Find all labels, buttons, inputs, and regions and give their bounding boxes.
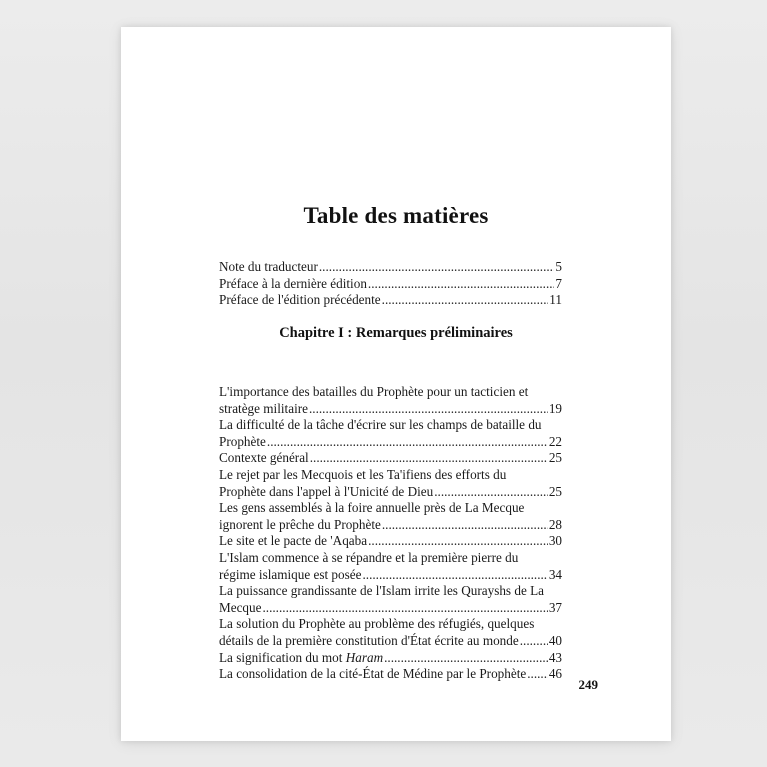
toc-entry-page: 40 bbox=[548, 632, 562, 648]
toc-entry-label: La consolidation de la cité-État de Médine par le Prophète bbox=[219, 666, 527, 682]
page-number: 249 bbox=[578, 677, 598, 692]
toc-entry-label: Préface à la dernière édition bbox=[219, 275, 367, 291]
leader-dots bbox=[368, 276, 554, 293]
toc-entry-page: 46 bbox=[548, 666, 562, 682]
leader-dots bbox=[310, 450, 548, 467]
toc-entry bbox=[219, 533, 562, 550]
toc-entry-page: 25 bbox=[548, 483, 562, 499]
toc-entry-page: 34 bbox=[548, 566, 562, 582]
leader-dots bbox=[382, 517, 548, 534]
toc-entry bbox=[219, 550, 562, 583]
leader-dots bbox=[309, 401, 548, 418]
toc-entry-label: Préface de l'édition précédente bbox=[219, 292, 381, 308]
toc-entry-label: Contexte général bbox=[219, 450, 309, 466]
leader-dots bbox=[267, 434, 548, 451]
toc-entry bbox=[219, 650, 562, 667]
toc-entry bbox=[219, 500, 562, 533]
toc-entry-italic-term: Haram bbox=[345, 649, 384, 665]
toc-entry-line: Le rejet par les Mecquois et les Ta'ifiens des efforts du bbox=[219, 466, 507, 482]
leader-dots bbox=[382, 292, 549, 309]
toc-entry bbox=[219, 616, 562, 649]
toc-entry-page: 11 bbox=[549, 292, 562, 308]
toc-entry-page: 22 bbox=[548, 433, 562, 449]
toc-entry-label: Le site et le pacte de 'Aqaba bbox=[219, 533, 368, 549]
toc-entry bbox=[219, 450, 562, 467]
toc-entry-page: 7 bbox=[555, 275, 562, 291]
page-title: Table des matières bbox=[303, 203, 489, 228]
leader-dots bbox=[527, 666, 548, 683]
toc-entry-line: L'Islam commence à se répandre et la première pierre du bbox=[219, 549, 519, 565]
toc-entry-line: La solution du Prophète au problème des réfugiés, quelques bbox=[219, 616, 535, 632]
toc-entry-label bbox=[219, 650, 383, 667]
toc-entry-page: 43 bbox=[548, 649, 562, 665]
toc-entry-label: Mecque bbox=[219, 599, 262, 615]
toc-entry-page: 37 bbox=[548, 599, 562, 615]
toc-entry bbox=[219, 467, 562, 500]
toc-entry-line: La difficulté de la tâche d'écrire sur les champs de bataille du bbox=[219, 417, 542, 433]
toc-entry bbox=[219, 384, 562, 417]
toc-entry-page: 19 bbox=[548, 400, 562, 416]
toc-entry-label-text: La signification du mot bbox=[219, 649, 343, 665]
toc-entry-line: L'importance des batailles du Prophète pour un tacticien et bbox=[219, 384, 529, 399]
front-matter-list bbox=[219, 259, 562, 309]
toc-entry-label: régime islamique est posée bbox=[219, 566, 362, 582]
toc-entry bbox=[219, 666, 562, 683]
toc-entry-label: stratège militaire bbox=[219, 400, 308, 416]
leader-dots bbox=[262, 600, 547, 617]
toc-entry bbox=[219, 292, 562, 309]
leader-dots bbox=[520, 633, 548, 650]
book-page bbox=[121, 27, 671, 741]
toc-entry bbox=[219, 583, 562, 616]
leader-dots bbox=[362, 567, 547, 584]
leader-dots bbox=[368, 533, 548, 550]
toc-entry bbox=[219, 276, 562, 293]
chapter-heading: Chapitre I : Remarques préliminaires bbox=[279, 325, 513, 341]
toc-entry bbox=[219, 259, 562, 276]
leader-dots bbox=[384, 650, 548, 667]
toc-entry-page: 28 bbox=[548, 516, 562, 532]
toc-entry bbox=[219, 417, 562, 450]
leader-dots bbox=[434, 484, 548, 501]
leader-dots bbox=[319, 259, 555, 276]
toc-entry-label: détails de la première constitution d'État écrite au monde bbox=[219, 632, 519, 648]
toc-entry-label: Note du traducteur bbox=[219, 259, 318, 274]
toc-entry-page: 5 bbox=[555, 259, 562, 274]
toc-entry-page: 30 bbox=[548, 533, 562, 549]
toc-entry-page: 25 bbox=[548, 450, 562, 466]
toc-entry-label: Prophète dans l'appel à l'Unicité de Dieu bbox=[219, 483, 434, 499]
chapter-entries-list bbox=[219, 384, 562, 683]
toc-entry-label: Prophète bbox=[219, 433, 266, 449]
toc-entry-label: ignorent le prêche du Prophète bbox=[219, 516, 381, 532]
toc-entry-line: Les gens assemblés à la foire annuelle près de La Mecque bbox=[219, 500, 525, 516]
toc-entry-line: La puissance grandissante de l'Islam irrite les Qurayshs de La bbox=[219, 583, 544, 599]
